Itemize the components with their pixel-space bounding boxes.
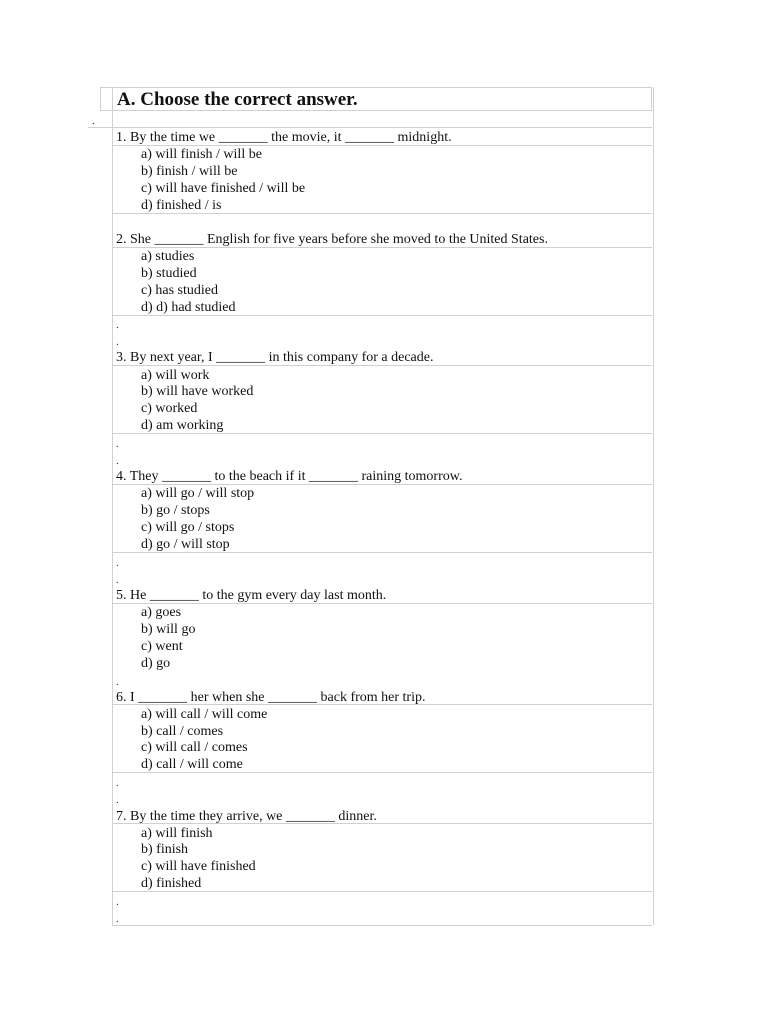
question-3-option-a: a) will work: [141, 368, 210, 383]
filler-dot: .: [116, 896, 119, 908]
question-5-option-c: c) went: [141, 639, 183, 654]
question-6-option-a: a) will call / will come: [141, 707, 268, 722]
question-3-stem: 3. By next year, I _______ in this company for a decade.: [116, 350, 434, 365]
filler-dot: .: [116, 438, 119, 450]
question-4-option-a: a) will go / will stop: [141, 486, 255, 501]
question-3-option-c: c) worked: [141, 401, 198, 416]
question-4-option-d: d) go / will stop: [141, 537, 230, 552]
question-5-stem: 5. He _______ to the gym every day last month.: [116, 588, 387, 603]
question-7-option-a: a) will finish: [141, 826, 213, 841]
filler-dot: .: [116, 676, 119, 688]
question-7-option-b: b) finish: [141, 842, 189, 857]
filler-dot: .: [116, 319, 119, 331]
table-line: [88, 127, 652, 128]
question-6-option-c: c) will call / comes: [141, 740, 248, 755]
question-5-option-d: d) go: [141, 656, 171, 671]
filler-dot: .: [116, 777, 119, 789]
question-7-stem: 7. By the time they arrive, we _______ dinner.: [116, 809, 377, 824]
question-2-option-a: a) studies: [141, 249, 195, 264]
question-1-option-d: d) finished / is: [141, 198, 222, 213]
question-6-option-b: b) call / comes: [141, 724, 224, 739]
filler-dot: .: [116, 455, 119, 467]
section-title: A. Choose the correct answer.: [117, 89, 358, 110]
question-1-stem: 1. By the time we _______ the movie, it _______ midnight.: [116, 130, 452, 145]
question-2-option-b: b) studied: [141, 266, 197, 281]
question-4-stem: 4. They _______ to the beach if it _______ raining tomorrow.: [116, 469, 463, 484]
question-7-option-d: d) finished: [141, 876, 202, 891]
question-1-option-b: b) finish / will be: [141, 164, 238, 179]
table-line: [112, 925, 652, 926]
table-line: [100, 110, 652, 111]
question-2-option-c: c) has studied: [141, 283, 218, 298]
question-6-stem: 6. I _______ her when she _______ back from her trip.: [116, 690, 426, 705]
question-7-option-c: c) will have finished: [141, 859, 256, 874]
question-6-option-d: d) call / will come: [141, 757, 243, 772]
question-1-option-c: c) will have finished / will be: [141, 181, 306, 196]
filler-dot: .: [92, 115, 95, 127]
question-3-option-b: b) will have worked: [141, 384, 254, 399]
question-3-option-d: d) am working: [141, 418, 224, 433]
question-2-option-d: d) d) had studied: [141, 300, 236, 315]
question-1-option-a: a) will finish / will be: [141, 147, 262, 162]
filler-dot: .: [116, 913, 119, 925]
filler-dot: .: [116, 336, 119, 348]
question-5-option-b: b) will go: [141, 622, 196, 637]
question-4-option-b: b) go / stops: [141, 503, 210, 518]
filler-dot: .: [116, 794, 119, 806]
question-5-option-a: a) goes: [141, 605, 182, 620]
question-2-stem: 2. She _______ English for five years before she moved to the United States.: [116, 232, 548, 247]
filler-dot: .: [116, 557, 119, 569]
filler-dot: .: [116, 574, 119, 586]
question-4-option-c: c) will go / stops: [141, 520, 235, 535]
